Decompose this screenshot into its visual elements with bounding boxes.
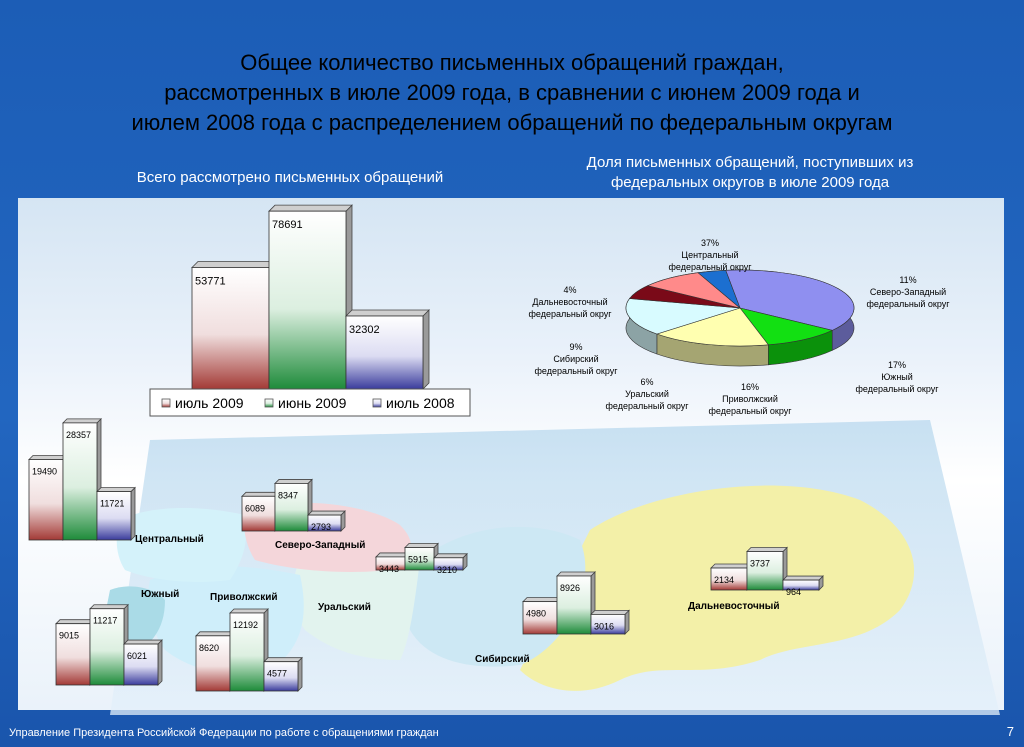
district-chart-2: [29, 419, 135, 540]
pie-label-0-line-2: федеральный округ: [668, 262, 752, 272]
pie-label-2-line-1: Южный: [881, 372, 913, 382]
district-6-value-july2008: 3210: [437, 564, 458, 575]
district-6-value-july2009: 3443: [379, 563, 400, 574]
pie-label-4: [605, 377, 689, 411]
legend-swatch-june2009: [265, 399, 273, 407]
pie-label-3: [708, 382, 792, 416]
district-7-value-july2008: 3016: [594, 621, 615, 632]
district-2-value-july2009: 19490: [32, 466, 58, 477]
district-5-value-june2009: 12192: [233, 619, 259, 630]
pie-label-5-line-2: федеральный округ: [534, 366, 618, 376]
map-label-south: Южный: [141, 589, 180, 600]
map-label-central: Центральный: [135, 534, 204, 545]
pie-label-5-line-1: Сибирский: [553, 354, 599, 364]
pie-top: [626, 270, 854, 346]
district-4-bar-july2008: [124, 640, 162, 685]
total-bar-chart: [192, 205, 429, 389]
pie-label-3-line-1: Приволжский: [722, 394, 778, 404]
pie-chart: [626, 270, 854, 366]
pie-label-6-line-0: 4%: [563, 285, 577, 295]
pie-label-0: [668, 238, 752, 272]
title-line-1: Общее количество письменных обращений граждан,: [240, 50, 784, 75]
district-8-bar-june2009: [747, 548, 787, 590]
pie-label-4-line-2: федеральный округ: [605, 401, 689, 411]
footer-text: Управление Президента Российской Федерации по работе с обращениями граждан: [9, 727, 439, 739]
total-value-july2008: 32302: [349, 323, 380, 336]
legend-swatch-july2008: [373, 399, 381, 407]
map-label-fareast: Дальневосточный: [688, 601, 780, 612]
pie-label-0-line-1: Центральный: [681, 250, 739, 260]
pie-label-3-line-0: 16%: [740, 382, 760, 392]
pie-label-1-line-0: 11%: [899, 275, 917, 285]
map-label-northwest: Северо-Западный: [275, 540, 366, 551]
district-5-value-july2009: 8620: [199, 642, 220, 653]
pie-label-4-line-0: 6%: [640, 377, 654, 387]
pie-label-0-line-0: 37%: [700, 238, 720, 248]
pie-label-5: [534, 342, 618, 376]
district-3-value-july2009: 6089: [245, 503, 266, 514]
legend-label-june2009: июнь 2009: [278, 395, 347, 411]
left-subtitle: Всего рассмотрено письменных обращений: [136, 169, 444, 186]
legend: [150, 389, 470, 416]
pie-label-2-line-0: 17%: [887, 360, 907, 370]
district-3-bar-june2009: [275, 479, 312, 531]
pie-label-6-line-1: Дальневосточный: [532, 297, 608, 307]
map-label-siberia: Сибирский: [475, 654, 530, 665]
district-8-value-july2009: 2134: [714, 575, 735, 586]
district-8-value-july2008: 964: [786, 587, 802, 598]
total-value-july2009: 53771: [195, 275, 226, 288]
district-6-value-june2009: 5915: [408, 554, 429, 565]
pie-label-1: [866, 275, 950, 309]
district-5-value-july2008: 4577: [267, 668, 288, 679]
district-7-value-july2009: 4980: [526, 608, 547, 619]
district-3-value-july2008: 2793: [311, 522, 332, 533]
map-label-ural: Уральский: [318, 602, 371, 613]
district-3-value-june2009: 8347: [278, 490, 299, 501]
page-number: 7: [1006, 724, 1014, 739]
total-value-june2009: 78691: [272, 219, 303, 232]
legend-swatch-july2009: [162, 399, 170, 407]
district-8-value-june2009: 3737: [750, 558, 771, 569]
district-5-bar-july2009: [196, 632, 234, 691]
district-4-value-june2009: 11217: [93, 615, 118, 626]
pie-label-6: [528, 285, 612, 319]
district-2-value-july2008: 11721: [100, 498, 125, 509]
legend-label-july2009: июль 2009: [175, 395, 244, 411]
pie-label-4-line-1: Уральский: [625, 389, 669, 399]
total-bar-july2008: [346, 310, 429, 389]
right-subtitle-line-2: федеральных округов в июле 2009 года: [610, 174, 890, 191]
pie-label-3-line-2: федеральный округ: [708, 406, 792, 416]
pie-label-1-line-1: Северо-Западный: [869, 287, 947, 297]
pie-label-1-line-2: федеральный округ: [866, 299, 950, 309]
district-4-value-july2008: 6021: [127, 651, 148, 662]
pie-label-6-line-2: федеральный округ: [528, 309, 612, 319]
total-bar-june2009: [269, 205, 352, 389]
district-4-value-july2009: 9015: [59, 630, 80, 641]
pie-label-2-line-2: федеральный округ: [855, 384, 939, 394]
district-7-bar-june2009: [557, 572, 595, 634]
district-2-bar-july2008: [97, 488, 135, 540]
district-2-value-june2009: 28357: [66, 429, 92, 440]
pie-label-5-line-0: 9%: [569, 342, 583, 352]
pie-label-2: [855, 360, 939, 394]
district-4-bar-july2009: [56, 620, 94, 685]
title-line-2: рассмотренных в июле 2009 года, в сравнении с июнем 2009 года и: [164, 80, 860, 105]
legend-label-july2008: июль 2008: [386, 395, 455, 411]
title-line-3: июлем 2008 года с распределением обращений по федеральным округам: [131, 110, 893, 135]
right-subtitle-line-1: Доля письменных обращений, поступивших из: [586, 154, 914, 171]
district-7-value-june2009: 8926: [560, 582, 581, 593]
map-label-volga: Приволжский: [210, 592, 278, 603]
